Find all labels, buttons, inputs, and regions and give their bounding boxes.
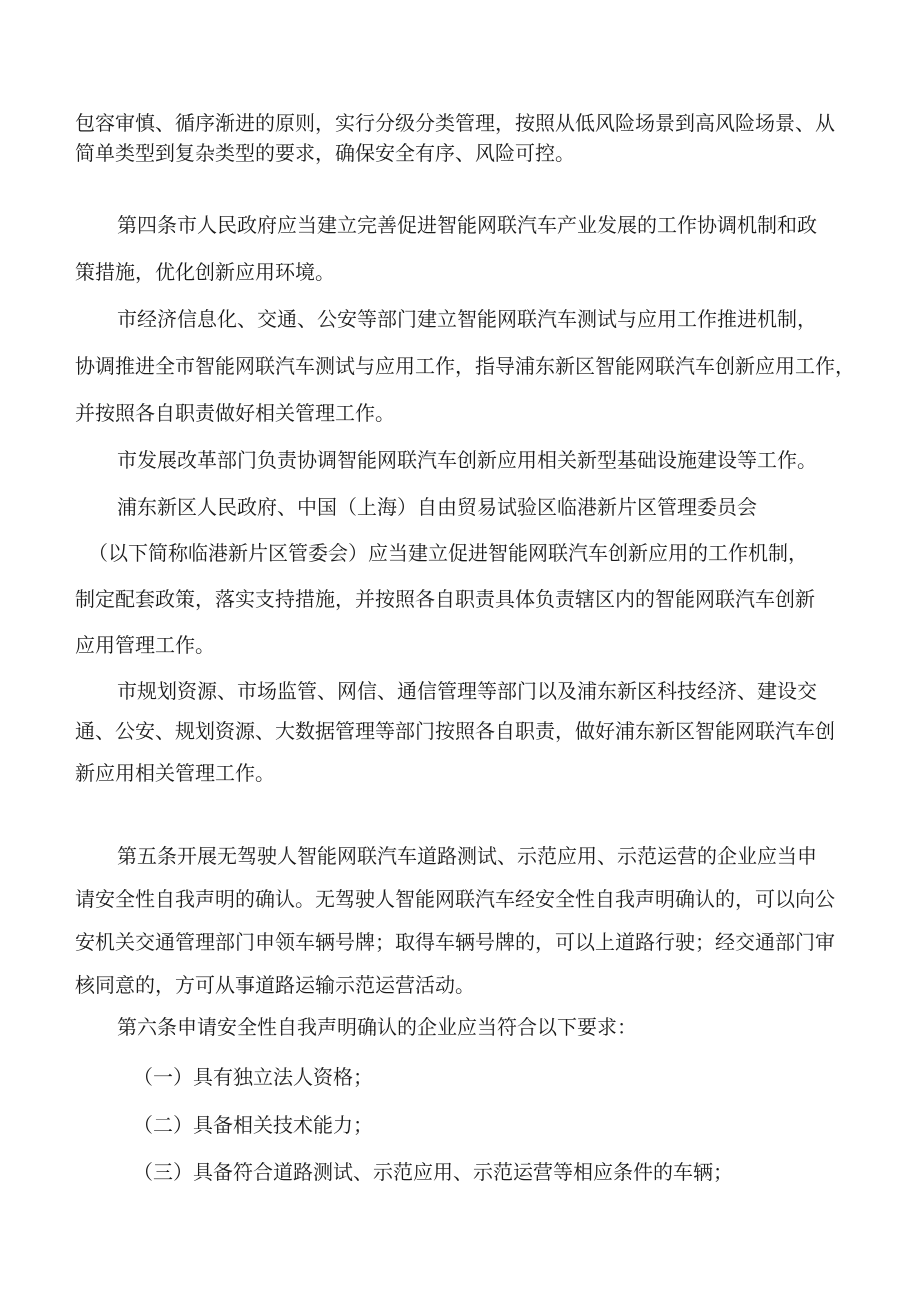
text-line: 市发展改革部门负责协调智能网联汽车创新应用相关新型基础设施建设等工作。: [117, 448, 817, 472]
list-item: （二）具备相关技术能力；: [133, 1113, 373, 1137]
text-line: 核同意的，方可从事道路运输示范运营活动。: [75, 973, 475, 997]
text-line: （以下简称临港新片区管委会）应当建立促进智能网联汽车创新应用的工作机制，: [88, 541, 808, 565]
text-line: 浦东新区人民政府、中国（上海）自由贸易试验区临港新片区管理委员会: [117, 495, 757, 519]
text-line: 简单类型到复杂类型的要求，确保安全有序、风险可控。: [75, 141, 575, 165]
text-line: 安机关交通管理部门申领车辆号牌；取得车辆号牌的，可以上道路行驶；经交通部门审: [75, 930, 835, 954]
text-line: 制定配套政策，落实支持措施，并按照各自职责具体负责辖区内的智能网联汽车创新: [75, 587, 815, 611]
text-line: 新应用相关管理工作。: [75, 761, 275, 785]
article-5-line: 第五条开展无驾驶人智能网联汽车道路测试、示范应用、示范运营的企业应当申: [117, 844, 817, 868]
text-line: 应用管理工作。: [75, 633, 215, 657]
text-line: 包容审慎、循序渐进的原则，实行分级分类管理，按照从低风险场景到高风险场景、从: [75, 111, 835, 135]
text-line: 市规划资源、市场监管、网信、通信管理等部门以及浦东新区科技经济、建设交: [117, 679, 817, 703]
article-6-line: 第六条申请安全性自我声明确认的企业应当符合以下要求：: [117, 1015, 637, 1039]
text-line: 市经济信息化、交通、公安等部门建立智能网联汽车测试与应用工作推进机制，: [117, 307, 817, 331]
article-4-line: 第四条市人民政府应当建立完善促进智能网联汽车产业发展的工作协调机制和政: [117, 213, 817, 237]
text-line: 协调推进全市智能网联汽车测试与应用工作，指导浦东新区智能网联汽车创新应用工作，: [75, 354, 855, 378]
list-item: （三）具备符合道路测试、示范应用、示范运营等相应条件的车辆；: [133, 1160, 733, 1184]
text-line: 通、公安、规划资源、大数据管理等部门按照各自职责，做好浦东新区智能网联汽车创: [75, 719, 835, 743]
list-item: （一）具有独立法人资格；: [133, 1065, 373, 1089]
text-line: 策措施，优化创新应用环境。: [75, 260, 335, 284]
text-line: 请安全性自我声明的确认。无驾驶人智能网联汽车经安全性自我声明确认的，可以向公: [75, 887, 835, 911]
text-line: 并按照各自职责做好相关管理工作。: [75, 401, 395, 425]
